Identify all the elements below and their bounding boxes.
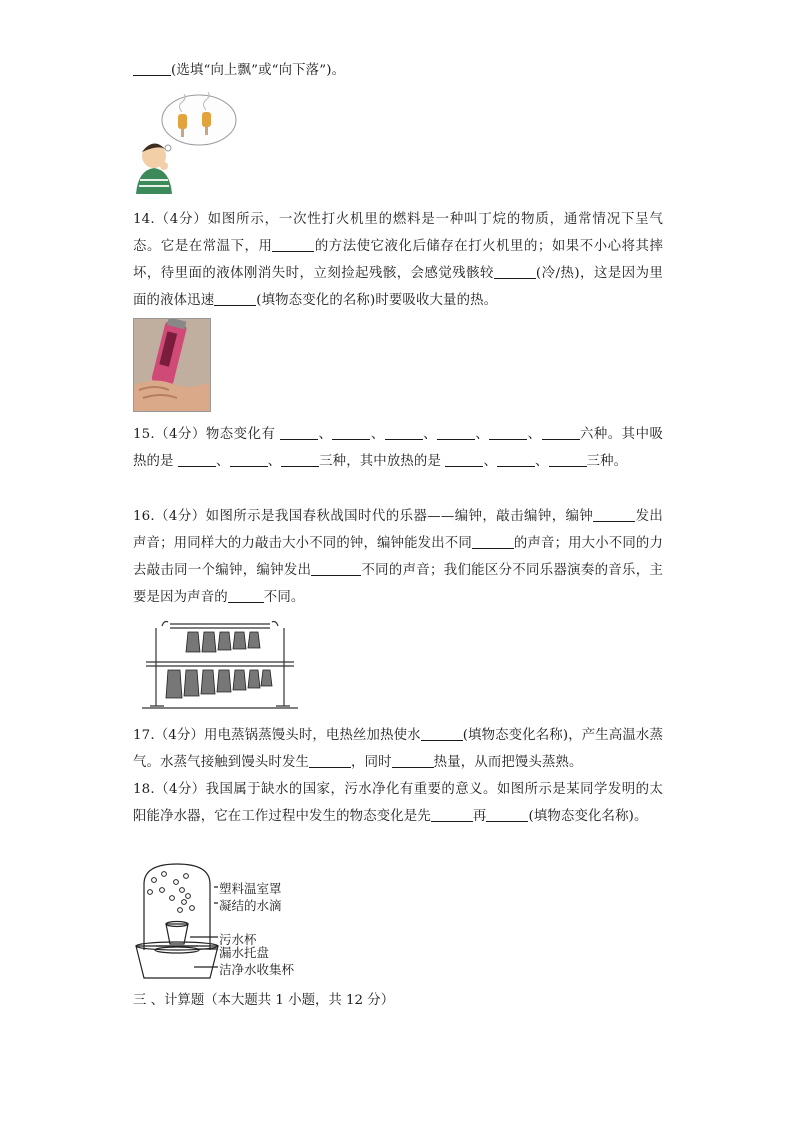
q14-text-1: 14.（4分）如图所示，一次性打火机里的燃料是一种叫丁烷的物质，通常情况下呈气态。它是在常温下，用	[133, 212, 663, 254]
q15-blank-12[interactable]	[549, 452, 587, 467]
separator: 、	[318, 427, 333, 442]
q15-blank-6[interactable]	[542, 425, 580, 440]
q16-text-2: 发出声音；用同样大的力敲击大小不同的钟，编钟能发出不同	[133, 509, 663, 551]
label-clean-water-cup: 洁净水收集杯	[219, 962, 295, 977]
q18-text-3: (填物态变化名称)。	[528, 809, 648, 824]
label-drip-tray: 漏水托盘	[219, 945, 270, 960]
question-14	[133, 206, 663, 314]
q15-blank-2[interactable]	[332, 425, 370, 440]
q15-text-1: 15.（4分）物态变化有	[133, 427, 276, 442]
q15-blank-9[interactable]	[281, 452, 319, 467]
q15-blank-11[interactable]	[497, 452, 535, 467]
q15-text-4: 三种。	[586, 454, 628, 469]
q15-blank-4[interactable]	[437, 425, 475, 440]
q14-blank-1[interactable]	[272, 237, 314, 252]
q18-text-2: 再	[472, 809, 487, 824]
q17-blank-1[interactable]	[421, 726, 463, 741]
q15-blank-3[interactable]	[385, 425, 423, 440]
q14-text-3: (冷/热)，这是因为里面的液体迅速	[133, 266, 663, 308]
q15-blank-7[interactable]	[178, 452, 216, 467]
question-18	[133, 776, 663, 830]
q18-blank-1[interactable]	[431, 807, 473, 822]
separator: 、	[370, 427, 385, 442]
q15-blank-8[interactable]	[230, 452, 268, 467]
boy-ice-pop-figure	[134, 92, 238, 194]
q17-text-2: (填物态变化名称)，产生高温水蒸气。水蒸气接触到馒头时发生	[133, 728, 664, 770]
q15-blank-5[interactable]	[489, 425, 527, 440]
q16-text-1: 16.（4分）如图所示是我国春秋战国时代的乐器——编钟，敲击编钟，编钟	[133, 509, 594, 524]
q16-blank-3[interactable]	[311, 561, 361, 576]
label-sewage-cup: 污水杯	[219, 932, 257, 947]
q13-tail-line	[133, 57, 663, 84]
answer-blank[interactable]	[133, 61, 171, 76]
q18-blank-2[interactable]	[486, 807, 528, 822]
q17-text-3: ，同时	[351, 755, 392, 770]
question-16	[133, 503, 663, 611]
q16-text-5: 不同。	[263, 590, 305, 605]
q14-text-2: 的方法使它液化后储存在打火机里的；如果不小心将其摔坏，待里面的液体刚消失时，立刻捡起残骸，会感觉残骸较	[133, 239, 664, 281]
q16-text-4: 不同的声音；我们能区分不同乐器演奏的音乐，主要是因为声音的	[133, 563, 663, 605]
q14-blank-2[interactable]	[494, 264, 536, 279]
bianzhong-bells-figure	[140, 618, 300, 710]
q17-blank-2[interactable]	[309, 753, 351, 768]
q16-blank-4[interactable]	[228, 588, 264, 603]
question-15	[133, 421, 663, 475]
separator: 、	[527, 427, 542, 442]
separator: 、	[483, 454, 497, 469]
q17-blank-3[interactable]	[392, 753, 434, 768]
q16-blank-1[interactable]	[593, 507, 635, 522]
q17-text-4: 热量，从而把馒头蒸熟。	[433, 755, 583, 770]
q15-text-2: 六种。其中吸热的是	[133, 427, 664, 469]
question-17	[133, 722, 663, 776]
q13-tail-text: (选填“向上飘”或“向下落”)。	[171, 63, 346, 78]
q18-text-1: 18.（4分）我国属于缺水的国家，污水净化有重要的意义。如图所示是某同学发明的太阳能净水器，它在工作过程中发生的物态变化是先	[133, 782, 663, 824]
label-plastic-cover: 塑料温室罩	[219, 881, 282, 896]
q17-text-1: 17.（4分）用电蒸锅蒸馒头时，电热丝加热使水	[133, 728, 421, 743]
lighter-photo	[133, 318, 211, 412]
q16-blank-2[interactable]	[472, 534, 514, 549]
q15-blank-10[interactable]	[445, 452, 483, 467]
separator: 、	[216, 454, 230, 469]
q16-text-3: 的声音；用大小不同的力去敲击同一个编钟，编钟发出	[133, 536, 663, 578]
label-condensed-drops: 凝结的水滴	[219, 898, 282, 913]
q14-text-4: (填物态变化的名称)时要吸收大量的热。	[256, 293, 498, 308]
section-3-heading: 三 、计算题（本大题共 1 小题，共 12 分）	[133, 993, 395, 1008]
separator: 、	[534, 454, 549, 469]
separator: 、	[267, 454, 282, 469]
separator: 、	[475, 427, 490, 442]
q14-blank-3[interactable]	[214, 291, 256, 306]
q15-blank-1[interactable]	[280, 425, 318, 440]
separator: 、	[422, 427, 438, 442]
q15-text-3: 三种，其中放热的是	[319, 454, 442, 469]
